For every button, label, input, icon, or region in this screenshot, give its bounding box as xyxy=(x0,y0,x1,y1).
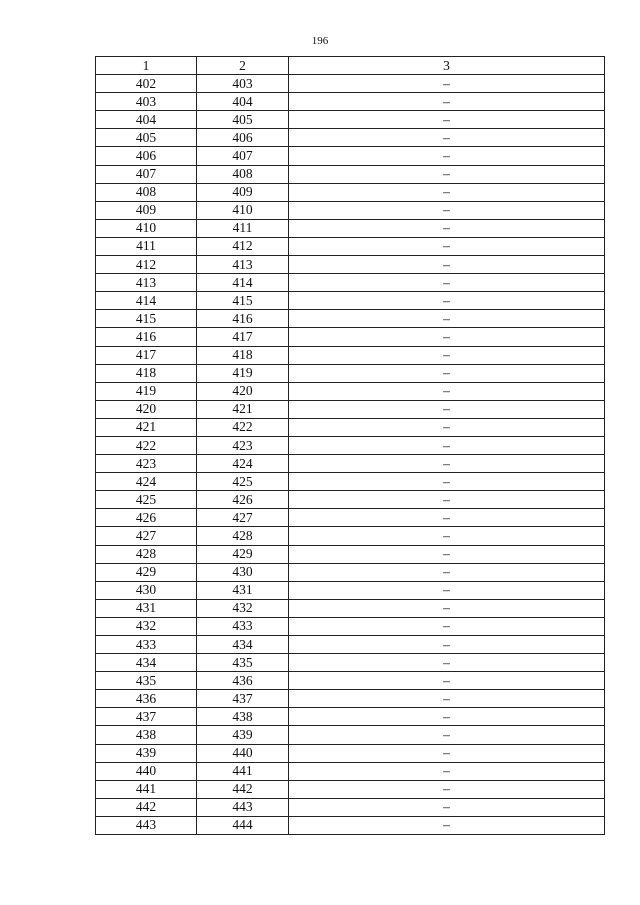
table-cell-col-1: 414 xyxy=(96,292,197,310)
table-row xyxy=(96,491,605,509)
table-cell-col-1: 421 xyxy=(96,418,197,436)
table-cell-col-1: 423 xyxy=(96,455,197,473)
table-cell-col-1: 433 xyxy=(96,636,197,654)
table-cell-col-1: 437 xyxy=(96,708,197,726)
table-row xyxy=(96,183,605,201)
table-cell-col-2: 410 xyxy=(197,201,289,219)
table-row xyxy=(96,545,605,563)
table-row xyxy=(96,780,605,798)
table-cell-col-3: – xyxy=(289,780,605,798)
table-cell-col-3: – xyxy=(289,599,605,617)
table-row xyxy=(96,563,605,581)
table-cell-col-2: 413 xyxy=(197,256,289,274)
data-table xyxy=(95,56,605,835)
table-cell-col-1: 420 xyxy=(96,400,197,418)
table-cell-col-1: 416 xyxy=(96,328,197,346)
table-cell-col-1: 426 xyxy=(96,509,197,527)
table-cell-col-2: 428 xyxy=(197,527,289,545)
table-cell-col-3: – xyxy=(289,364,605,382)
table-cell-col-3: – xyxy=(289,292,605,310)
table-cell-col-1: 436 xyxy=(96,690,197,708)
table-cell-col-3: – xyxy=(289,129,605,147)
table-cell-col-1: 405 xyxy=(96,129,197,147)
table-cell-col-1: 432 xyxy=(96,617,197,635)
table-row xyxy=(96,364,605,382)
table-cell-col-1: 442 xyxy=(96,798,197,816)
column-header-2: 2 xyxy=(197,57,289,75)
table-cell-col-2: 440 xyxy=(197,744,289,762)
table-row xyxy=(96,310,605,328)
table-cell-col-2: 442 xyxy=(197,780,289,798)
table-cell-col-3: – xyxy=(289,726,605,744)
table-row xyxy=(96,292,605,310)
table-row xyxy=(96,129,605,147)
table-row xyxy=(96,527,605,545)
table-cell-col-1: 435 xyxy=(96,672,197,690)
table-row xyxy=(96,654,605,672)
table-cell-col-3: – xyxy=(289,274,605,292)
table-row xyxy=(96,599,605,617)
table-cell-col-3: – xyxy=(289,328,605,346)
table-cell-col-2: 417 xyxy=(197,328,289,346)
table-cell-col-3: – xyxy=(289,418,605,436)
table-cell-col-3: – xyxy=(289,165,605,183)
table-row xyxy=(96,636,605,654)
table-cell-col-1: 409 xyxy=(96,201,197,219)
table-cell-col-3: – xyxy=(289,382,605,400)
table-row xyxy=(96,762,605,780)
table-cell-col-2: 406 xyxy=(197,129,289,147)
table-cell-col-3: – xyxy=(289,545,605,563)
table-cell-col-1: 430 xyxy=(96,581,197,599)
table-row xyxy=(96,147,605,165)
table-cell-col-1: 428 xyxy=(96,545,197,563)
table-row xyxy=(96,382,605,400)
table-row xyxy=(96,726,605,744)
table-cell-col-2: 404 xyxy=(197,93,289,111)
table-cell-col-3: – xyxy=(289,708,605,726)
table-cell-col-2: 409 xyxy=(197,183,289,201)
table-cell-col-1: 431 xyxy=(96,599,197,617)
table-cell-col-3: – xyxy=(289,491,605,509)
table-cell-col-2: 415 xyxy=(197,292,289,310)
table-row xyxy=(96,672,605,690)
table-cell-col-3: – xyxy=(289,762,605,780)
table-cell-col-1: 412 xyxy=(96,256,197,274)
table-cell-col-1: 403 xyxy=(96,93,197,111)
table-cell-col-1: 440 xyxy=(96,762,197,780)
table-cell-col-3: – xyxy=(289,201,605,219)
table-row xyxy=(96,111,605,129)
table-row xyxy=(96,708,605,726)
table-row xyxy=(96,744,605,762)
table-row xyxy=(96,816,605,834)
table-cell-col-1: 438 xyxy=(96,726,197,744)
table-cell-col-3: – xyxy=(289,346,605,364)
page-number: 196 xyxy=(311,35,329,47)
table-cell-col-1: 404 xyxy=(96,111,197,129)
table-cell-col-2: 408 xyxy=(197,165,289,183)
table-row xyxy=(96,219,605,237)
table-cell-col-3: – xyxy=(289,183,605,201)
table-row xyxy=(96,93,605,111)
table-cell-col-1: 424 xyxy=(96,473,197,491)
table-cell-col-1: 443 xyxy=(96,816,197,834)
table-cell-col-2: 431 xyxy=(197,581,289,599)
table-row xyxy=(96,256,605,274)
table-cell-col-2: 414 xyxy=(197,274,289,292)
table-cell-col-2: 407 xyxy=(197,147,289,165)
table-cell-col-2: 444 xyxy=(197,816,289,834)
table-cell-col-3: – xyxy=(289,654,605,672)
table-cell-col-3: – xyxy=(289,237,605,255)
table-row xyxy=(96,798,605,816)
table-cell-col-2: 436 xyxy=(197,672,289,690)
table-cell-col-2: 424 xyxy=(197,455,289,473)
table-cell-col-2: 433 xyxy=(197,617,289,635)
table-cell-col-2: 423 xyxy=(197,436,289,454)
table-cell-col-1: 415 xyxy=(96,310,197,328)
table-row xyxy=(96,274,605,292)
table-cell-col-1: 411 xyxy=(96,237,197,255)
table-cell-col-3: – xyxy=(289,509,605,527)
table-cell-col-2: 426 xyxy=(197,491,289,509)
table-cell-col-3: – xyxy=(289,93,605,111)
table-cell-col-2: 405 xyxy=(197,111,289,129)
table-cell-col-2: 430 xyxy=(197,563,289,581)
table-row xyxy=(96,346,605,364)
table-cell-col-1: 429 xyxy=(96,563,197,581)
table-cell-col-3: – xyxy=(289,256,605,274)
table-row xyxy=(96,237,605,255)
table-row xyxy=(96,690,605,708)
table-cell-col-3: – xyxy=(289,527,605,545)
table-cell-col-3: – xyxy=(289,455,605,473)
table-row xyxy=(96,75,605,93)
table-cell-col-2: 434 xyxy=(197,636,289,654)
table-cell-col-1: 417 xyxy=(96,346,197,364)
table-cell-col-1: 410 xyxy=(96,219,197,237)
table-cell-col-2: 420 xyxy=(197,382,289,400)
table-row xyxy=(96,165,605,183)
table-row xyxy=(96,455,605,473)
table-cell-col-2: 429 xyxy=(197,545,289,563)
table-row xyxy=(96,617,605,635)
table-cell-col-1: 441 xyxy=(96,780,197,798)
table-cell-col-3: – xyxy=(289,744,605,762)
table-cell-col-1: 439 xyxy=(96,744,197,762)
table-cell-col-3: – xyxy=(289,111,605,129)
table-cell-col-2: 427 xyxy=(197,509,289,527)
table-cell-col-1: 418 xyxy=(96,364,197,382)
table-cell-col-2: 439 xyxy=(197,726,289,744)
table-cell-col-3: – xyxy=(289,816,605,834)
table-cell-col-2: 421 xyxy=(197,400,289,418)
table-cell-col-3: – xyxy=(289,690,605,708)
table-cell-col-3: – xyxy=(289,563,605,581)
table-row xyxy=(96,418,605,436)
table-cell-col-2: 412 xyxy=(197,237,289,255)
table-cell-col-1: 425 xyxy=(96,491,197,509)
table-cell-col-2: 432 xyxy=(197,599,289,617)
table-row xyxy=(96,509,605,527)
table-header-row xyxy=(96,57,605,75)
table-cell-col-3: – xyxy=(289,400,605,418)
table-row xyxy=(96,328,605,346)
table-cell-col-1: 407 xyxy=(96,165,197,183)
column-header-3: 3 xyxy=(289,57,605,75)
table-cell-col-3: – xyxy=(289,581,605,599)
table-cell-col-3: – xyxy=(289,617,605,635)
table-cell-col-3: – xyxy=(289,636,605,654)
table-cell-col-2: 416 xyxy=(197,310,289,328)
table-cell-col-1: 408 xyxy=(96,183,197,201)
table-cell-col-2: 422 xyxy=(197,418,289,436)
table-cell-col-2: 419 xyxy=(197,364,289,382)
table-cell-col-1: 434 xyxy=(96,654,197,672)
table-cell-col-1: 406 xyxy=(96,147,197,165)
column-header-1: 1 xyxy=(96,57,197,75)
table-cell-col-1: 422 xyxy=(96,436,197,454)
table-row xyxy=(96,581,605,599)
table-row xyxy=(96,201,605,219)
table-cell-col-1: 413 xyxy=(96,274,197,292)
table-row xyxy=(96,436,605,454)
table-row xyxy=(96,473,605,491)
table-cell-col-3: – xyxy=(289,75,605,93)
table-cell-col-3: – xyxy=(289,310,605,328)
table-cell-col-1: 427 xyxy=(96,527,197,545)
table-cell-col-3: – xyxy=(289,147,605,165)
table-cell-col-3: – xyxy=(289,473,605,491)
table-cell-col-2: 438 xyxy=(197,708,289,726)
table-cell-col-2: 441 xyxy=(197,762,289,780)
table-body xyxy=(96,75,605,835)
table-cell-col-2: 403 xyxy=(197,75,289,93)
table-cell-col-3: – xyxy=(289,798,605,816)
table-cell-col-2: 443 xyxy=(197,798,289,816)
table-row xyxy=(96,400,605,418)
table-cell-col-3: – xyxy=(289,672,605,690)
table-cell-col-1: 419 xyxy=(96,382,197,400)
table-cell-col-2: 437 xyxy=(197,690,289,708)
table-cell-col-3: – xyxy=(289,436,605,454)
table-cell-col-2: 418 xyxy=(197,346,289,364)
table-cell-col-1: 402 xyxy=(96,75,197,93)
table-cell-col-2: 411 xyxy=(197,219,289,237)
table-cell-col-3: – xyxy=(289,219,605,237)
table-cell-col-2: 425 xyxy=(197,473,289,491)
table-cell-col-2: 435 xyxy=(197,654,289,672)
